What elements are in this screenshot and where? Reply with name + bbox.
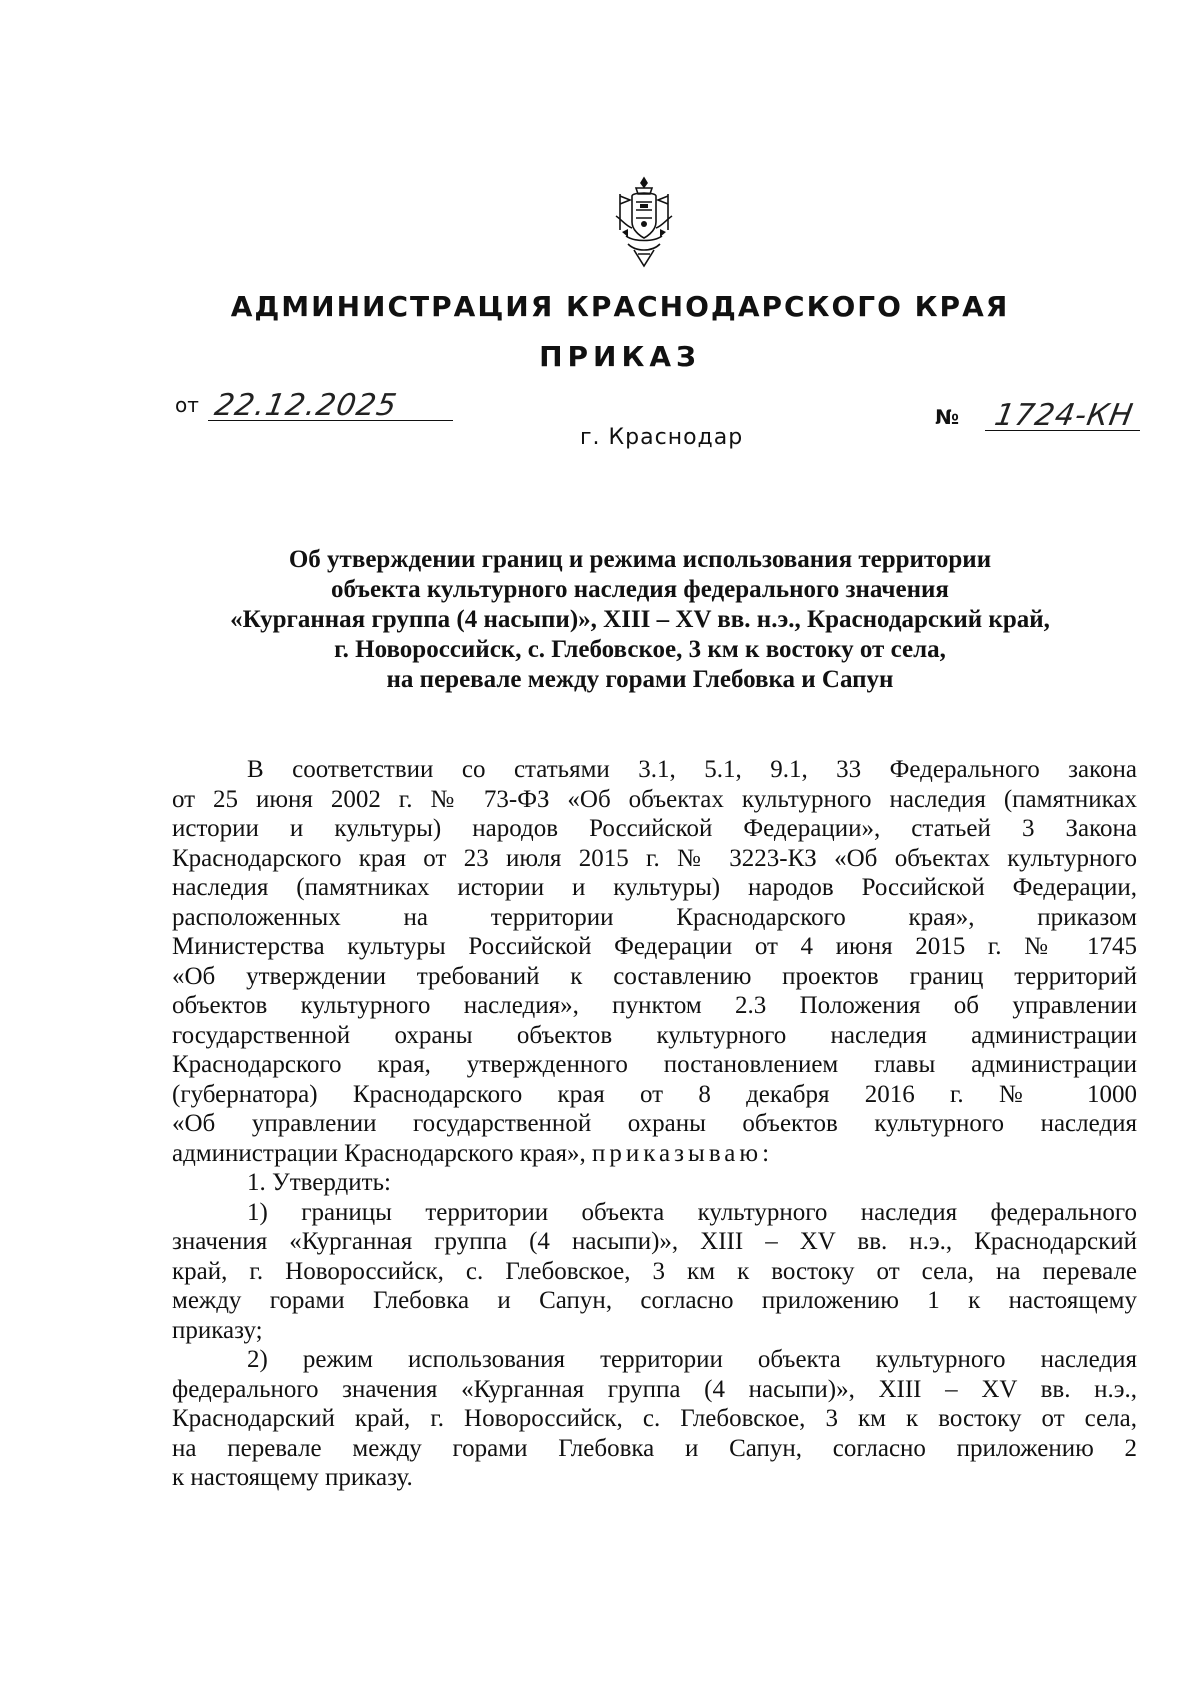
item-1-2-line: Краснодарский край, г. Новороссийск, с. Глебовское, 3 км к востоку от села, [172, 1405, 1137, 1432]
date-label: от [175, 393, 199, 417]
city-label: г. Краснодар [580, 425, 744, 450]
order-word: приказываю: [592, 1139, 774, 1167]
item-1-heading: 1. Утвердить: [247, 1169, 391, 1196]
item-1-2-line: 2) режим использования территории объекта культурного наследия [247, 1346, 1137, 1373]
document-title [150, 545, 1130, 695]
preamble-line: Краснодарского края, утвержденного постановлением главы администрации [172, 1051, 1137, 1078]
preamble-line: расположенных на территории Краснодарского края», приказом [172, 903, 1137, 931]
preamble-line: «Об управлении государственной охраны объектов культурного наследия [172, 1110, 1137, 1137]
coat-of-arms-emblem [612, 174, 676, 270]
preamble-last-text: администрации Краснодарского края», [172, 1139, 586, 1167]
document-body [172, 755, 1137, 1493]
title-line: «Курганная группа (4 насыпи)», XIII – XV вв. н.э., Краснодарский край, [230, 606, 1050, 633]
item-1-1-line: приказу; [172, 1316, 263, 1344]
preamble-line: В соответствии со статьями 3.1, 5.1, 9.1, 33 Федерального закона [247, 756, 1137, 783]
handwritten-date: 22.12.2025 [211, 388, 400, 423]
title-line: объекта культурного наследия федерального значения [331, 576, 949, 603]
title-line: г. Новороссийск, с. Глебовское, 3 км к востоку от села, [334, 636, 946, 663]
preamble-last-line [172, 1139, 1137, 1169]
item-1-1-line: край, г. Новороссийск, с. Глебовское, 3 км к востоку от села, на перевале [172, 1257, 1137, 1285]
title-line: на перевале между горами Глебовка и Сапун [386, 666, 894, 693]
item-1-1-line: значения «Курганная группа (4 насыпи)», XIII – XV вв. н.э., Краснодарский [172, 1228, 1137, 1255]
item-1-1-line: между горами Глебовка и Сапун, согласно приложению 1 к настоящему [172, 1287, 1137, 1314]
preamble-line: Министерства культуры Российской Федерации от 4 июня 2015 г. № 1745 [172, 933, 1137, 960]
preamble-line: истории и культуры) народов Российской Федерации», статьей 3 Закона [172, 815, 1137, 842]
preamble-line: «Об утверждении требований к составлению проектов границ территорий [172, 962, 1137, 990]
item-1-2-line: на перевале между горами Глебовка и Сапун, согласно приложению 2 [172, 1434, 1137, 1462]
preamble-line: от 25 июня 2002 г. № 73-ФЗ «Об объектах культурного наследия (памятниках [172, 785, 1137, 813]
item-1-1-line: 1) границы территории объекта культурного наследия федерального [247, 1198, 1137, 1226]
item-1-2-line: к настоящему приказу. [172, 1464, 413, 1491]
preamble-line: объектов культурного наследия», пунктом 2.3 Положения об управлении [172, 992, 1137, 1019]
item-1-2-line: федерального значения «Курганная группа (4 насыпи)», XIII – XV вв. н.э., [172, 1375, 1137, 1403]
preamble-line: (губернатора) Краснодарского края от 8 декабря 2016 г. № 1000 [172, 1080, 1137, 1108]
handwritten-number: 1724-КН [991, 398, 1137, 433]
title-line: Об утверждении границ и режима использования территории [288, 546, 992, 573]
number-label: № [935, 405, 960, 429]
preamble-line: государственной охраны объектов культурного наследия администрации [172, 1021, 1137, 1049]
document-type: ПРИКАЗ [539, 340, 701, 373]
preamble-line: наследия (памятниках истории и культуры) народов Российской Федерации, [172, 874, 1137, 901]
preamble-line: Краснодарского края от 23 июля 2015 г. № 3223-КЗ «Об объектах культурного [172, 844, 1137, 872]
organization-name: АДМИНИСТРАЦИЯ КРАСНОДАРСКОГО КРАЯ [230, 290, 1010, 323]
